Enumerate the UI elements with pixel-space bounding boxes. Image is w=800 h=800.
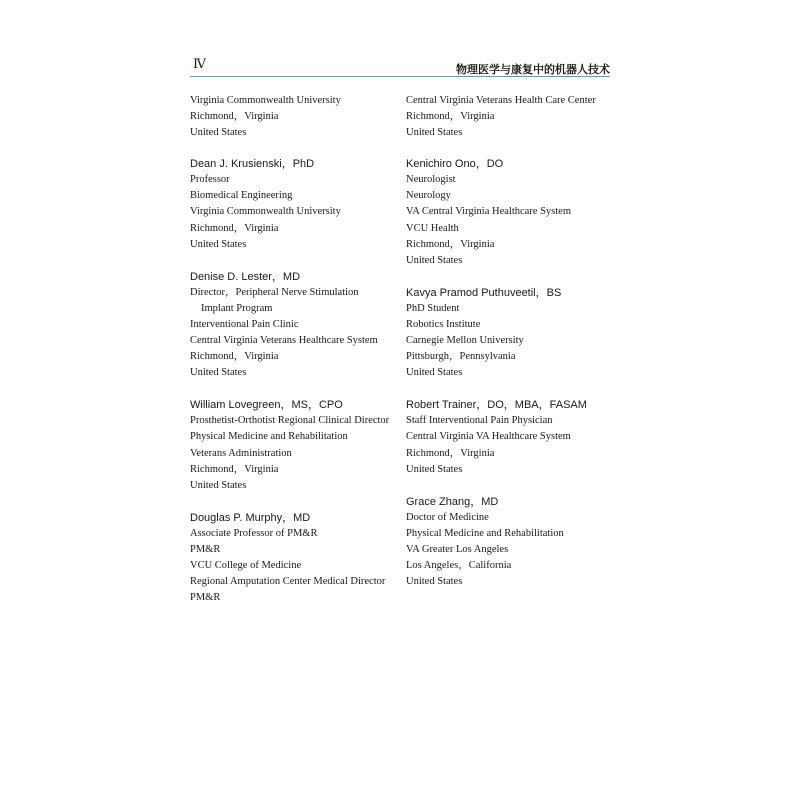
affiliation-line: Veterans Administration — [190, 447, 292, 459]
page-number: Ⅳ — [193, 57, 206, 72]
contributor-entry — [406, 494, 611, 590]
contributor-name: Kavya Pramod Puthuveetil，BS — [406, 286, 562, 299]
affiliation-line: Richmond，Virginia — [406, 447, 495, 459]
contributor-entry — [190, 397, 400, 493]
affiliation-line: Richmond，Virginia — [406, 111, 495, 123]
affiliation-line: VA Greater Los Angeles — [406, 543, 509, 555]
affiliation-line: United States — [190, 367, 247, 379]
affiliation-line: Central Virginia Veterans Health Care Center — [406, 95, 596, 106]
affiliation-line: Physical Medicine and Rehabilitation — [406, 527, 564, 539]
contributor-name: Dean J. Krusienski，PhD — [190, 158, 315, 171]
contributor-entry — [406, 397, 611, 477]
affiliation-line: Physical Medicine and Rehabilitation — [190, 431, 348, 443]
contributor-entry — [190, 156, 400, 252]
affiliation-line: United States — [406, 463, 463, 475]
affiliation-line: Prosthetist-Orthotist Regional Clinical Director — [190, 415, 390, 427]
affiliation-line: Neurologist — [406, 174, 456, 186]
affiliation-line: Neurology — [406, 190, 451, 202]
affiliation-line: Richmond，Virginia — [190, 463, 279, 475]
affiliation-line: PhD Student — [406, 302, 460, 314]
contributor-name: Denise D. Lester，MD — [190, 270, 301, 283]
affiliation-line: Interventional Pain Clinic — [190, 318, 299, 330]
affiliation-line: Richmond，Virginia — [406, 238, 495, 250]
contributor-name: Robert Trainer，DO，MBA，FASAM — [406, 399, 587, 412]
affiliation-line: Doctor of Medicine — [406, 511, 489, 523]
affiliation-line: Richmond，Virginia — [190, 351, 279, 363]
affiliation-line: PM&R — [190, 543, 221, 555]
contributor-entry — [190, 93, 400, 141]
contributor-name: Grace Zhang，MD — [406, 495, 499, 508]
affiliation-line: Richmond，Virginia — [190, 111, 279, 123]
affiliation-line: Professor — [190, 174, 230, 186]
affiliation-line: Associate Professor of PM&R — [190, 527, 318, 539]
affiliation-line: United States — [190, 238, 247, 250]
contributor-entry — [406, 93, 611, 141]
affiliation-line: PM&R — [190, 592, 221, 604]
contributor-entry — [406, 285, 611, 381]
affiliation-line: Staff Interventional Pain Physician — [406, 415, 553, 427]
affiliation-line: Virginia Commonwealth University — [190, 206, 341, 218]
book-title: 物理医学与康复中的机器人技术 — [456, 63, 610, 76]
affiliation-line: Virginia Commonwealth University — [190, 95, 341, 106]
affiliation-line: United States — [190, 479, 247, 491]
right-column — [406, 93, 611, 606]
affiliation-line: Richmond，Virginia — [190, 222, 279, 234]
affiliation-line: Central Virginia Veterans Healthcare System — [190, 335, 378, 347]
contributor-name: Kenichiro Ono，DO — [406, 158, 504, 171]
affiliation-line: VA Central Virginia Healthcare System — [406, 206, 572, 218]
header-rule — [190, 76, 610, 77]
contributor-entry — [406, 156, 611, 269]
left-column — [190, 93, 400, 622]
contributor-name: Douglas P. Murphy，MD — [190, 511, 311, 524]
affiliation-line: United States — [406, 367, 463, 379]
affiliation-line: United States — [190, 127, 247, 139]
affiliation-line: United States — [406, 254, 463, 266]
affiliation-line: VCU Health — [406, 222, 459, 234]
affiliation-line: United States — [406, 127, 463, 139]
contributor-entry — [190, 510, 400, 606]
affiliation-line: Biomedical Engineering — [190, 190, 293, 202]
affiliation-line: Regional Amputation Center Medical Director — [190, 576, 386, 588]
affiliation-line: Central Virginia VA Healthcare System — [406, 431, 571, 443]
contributor-entry — [190, 269, 400, 382]
affiliation-line: United States — [406, 576, 463, 588]
affiliation-line: VCU College of Medicine — [190, 559, 302, 571]
affiliation-line: Director，Peripheral Nerve Stimulation — [190, 286, 359, 298]
affiliation-line: Los Angeles，California — [406, 559, 512, 571]
affiliation-line: Pittsburgh，Pennsylvania — [406, 351, 516, 363]
affiliation-line: Robotics Institute — [406, 318, 481, 330]
contributor-name: William Lovegreen，MS，CPO — [190, 399, 343, 412]
affiliation-line: Carnegie Mellon University — [406, 335, 524, 347]
affiliation-line: Implant Program — [201, 302, 273, 314]
